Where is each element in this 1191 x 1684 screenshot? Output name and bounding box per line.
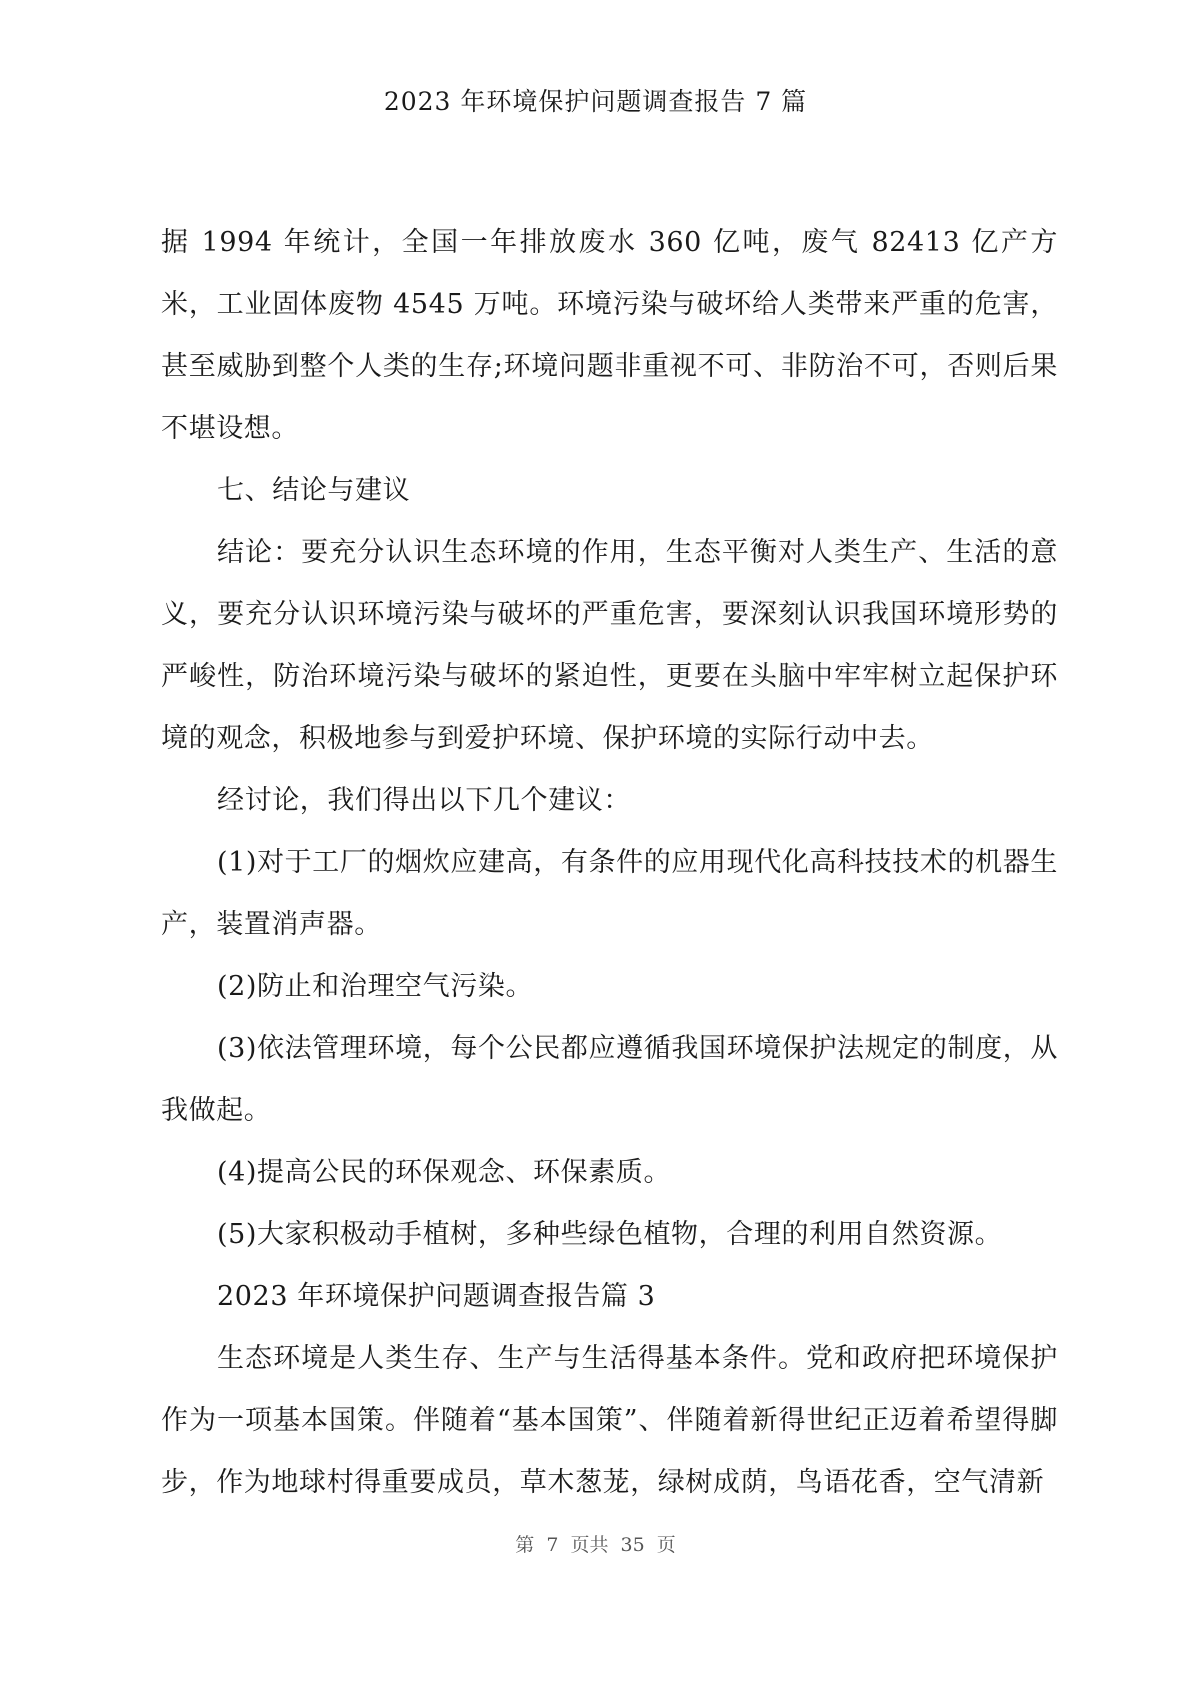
paragraph: 据 1994 年统计，全国一年排放废水 360 亿吨，废气 82413 亿产方米，工业固体废物 4545 万吨。环境污染与破坏给人类带来严重的危害，甚至威胁到整个人类的生存;环境问题非重视不可、非防治不可，否则后果不堪设想。 [161, 227, 1058, 444]
paragraph: 生态环境是人类生存、生产与生活得基本条件。党和政府把环境保护作为一项基本国策。伴随着“基本国策”、伴随着新得世纪正迈着希望得脚步，作为地球村得重要成员，草木葱茏，绿树成荫，鸟语花香，空气清新 [161, 1343, 1058, 1498]
page-number-footer: 第 7 页共 35 页 [515, 1534, 676, 1556]
list-item: (4)提高公民的环保观念、环保素质。 [217, 1157, 672, 1188]
paragraph: 结论：要充分认识生态环境的作用，生态平衡对人类生产、生活的意义，要充分认识环境污染与破坏的严重危害，要深刻认识我国环境形势的严峻性，防治环境污染与破坏的紧迫性，更要在头脑中牢牢树立起保护环境的观念，积极地参与到爱护环境、保护环境的实际行动中去。 [161, 537, 1058, 754]
list-item: (1)对于工厂的烟炊应建高，有条件的应用现代化高科技技术的机器生产，装置消声器。 [161, 847, 1058, 940]
page-title: 2023 年环境保护问题调查报告 7 篇 [383, 87, 808, 116]
list-item: (5)大家积极动手植树，多种些绿色植物，合理的利用自然资源。 [217, 1219, 1003, 1250]
section-heading: 2023 年环境保护问题调查报告篇 3 [217, 1281, 656, 1312]
list-item: (3)依法管理环境，每个公民都应遵循我国环境保护法规定的制度，从我做起。 [161, 1033, 1058, 1126]
document-body [161, 212, 1058, 1514]
paragraph: 经讨论，我们得出以下几个建议： [217, 785, 631, 816]
list-item: (2)防止和治理空气污染。 [217, 971, 534, 1002]
section-heading: 七、结论与建议 [217, 475, 411, 506]
